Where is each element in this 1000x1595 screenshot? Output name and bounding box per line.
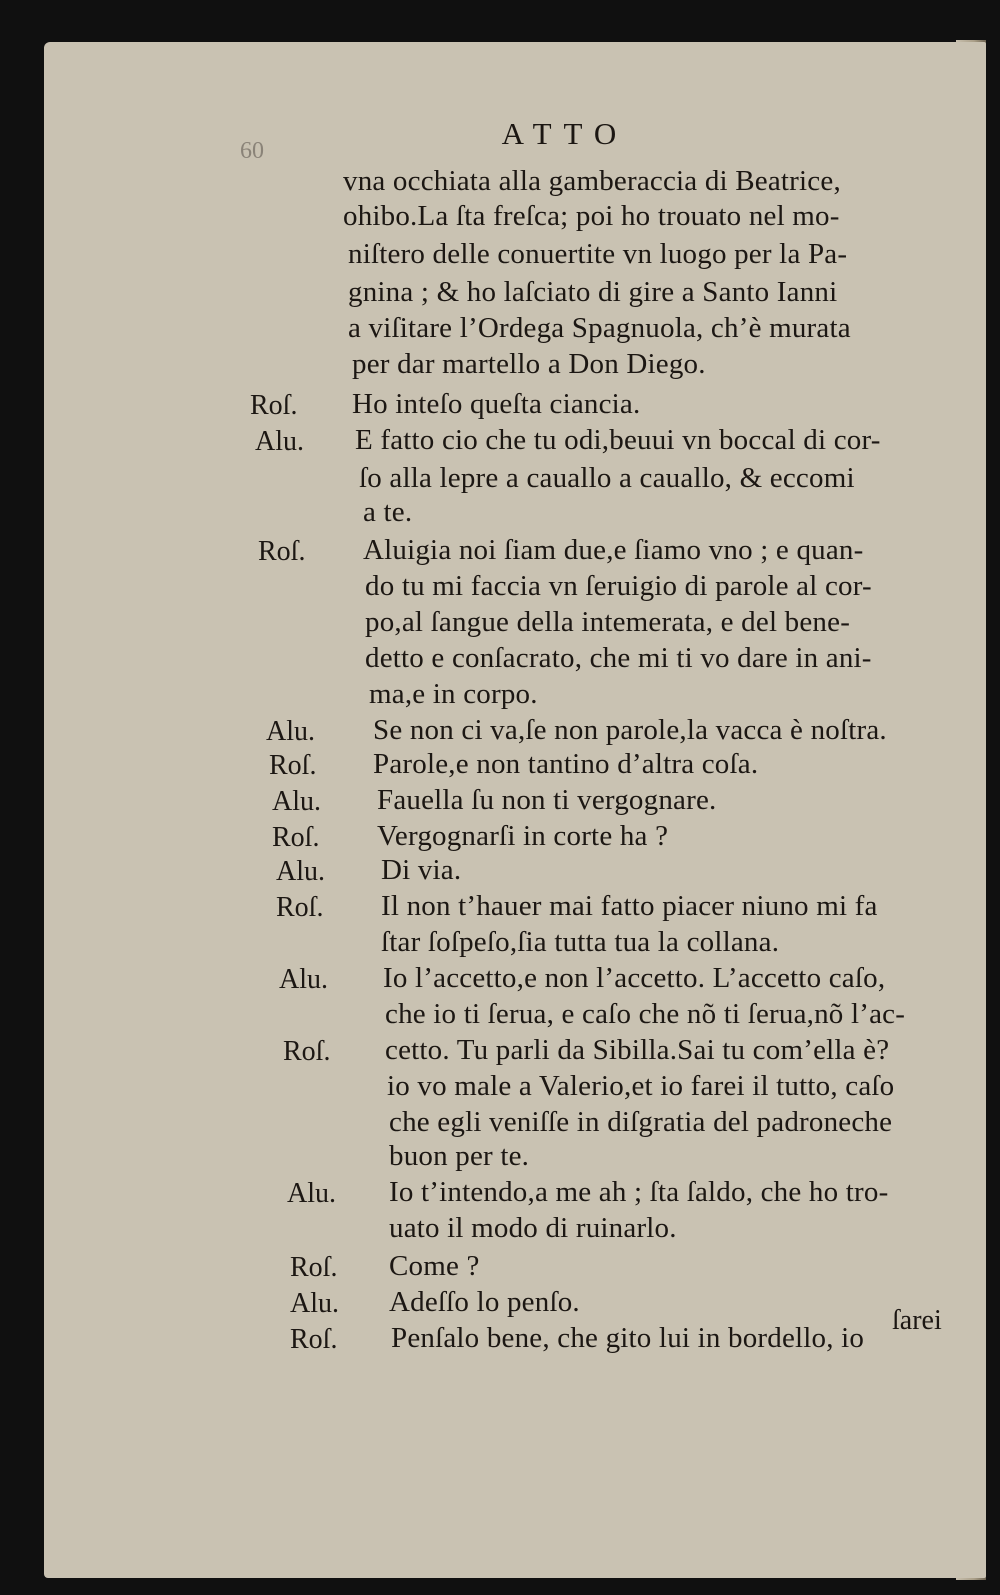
speaker-label: Roſ. — [283, 1036, 331, 1067]
text-line: cetto. Tu parli da Sibilla.Sai tu com’ella è? — [385, 1034, 890, 1066]
text-line: vna occhiata alla gamberaccia di Beatrice, — [343, 165, 841, 197]
text-line: Penſalo bene, che gito lui in bordello, io — [391, 1322, 865, 1354]
speaker-label: Roſ. — [290, 1324, 338, 1355]
text-line: Come ? — [389, 1250, 480, 1282]
text-line: ohibo.La ſta freſca; poi ho trouato nel mo- — [343, 200, 840, 232]
catchword: ſarei — [892, 1305, 942, 1336]
text-line: E fatto cio che tu odi,beuui vn boccal di cor- — [355, 424, 881, 456]
text-line: Fauella ſu non ti vergognare. — [377, 784, 717, 816]
text-line: Se non ci va,ſe non parole,la vacca è noſtra. — [373, 714, 887, 746]
text-line: Ho inteſo queſta ciancia. — [352, 388, 641, 420]
text-line: po,al ſangue della intemerata, e del bene- — [365, 606, 851, 638]
text-line: detto e conſacrato, che mi ti vo dare in ani- — [365, 642, 872, 674]
text-line: Vergognarſi in corte ha ? — [377, 820, 669, 852]
text-line: ſtar ſoſpeſo,ſia tutta tua la collana. — [381, 926, 780, 958]
text-line: gnina ; & ho laſciato di gire a Santo Ianni — [348, 276, 838, 308]
text-line: che egli veniſſe in diſgratia del padroneche — [389, 1106, 893, 1138]
text-line: che io ti ſerua, e caſo che nõ ti ſerua,nõ l’ac- — [385, 998, 906, 1030]
text-line: ma,e in corpo. — [369, 678, 538, 710]
speaker-label: Roſ. — [272, 822, 320, 853]
speaker-label: Roſ. — [250, 390, 298, 421]
speaker-label: Roſ. — [258, 536, 306, 567]
text-line: ſo alla lepre a cauallo a cauallo, & eccomi — [359, 462, 855, 494]
text-line: Io l’accetto,e non l’accetto. L’accetto caſo, — [383, 962, 886, 994]
folio-number: 60 — [240, 138, 264, 164]
text-line: do tu mi faccia vn ſeruigio di parole al cor- — [365, 570, 872, 602]
text-line: per dar martello a Don Diego. — [352, 348, 706, 380]
text-line: a viſitare l’Ordega Spagnuola, ch’è murata — [348, 312, 851, 344]
text-line: Di via. — [381, 854, 462, 886]
speaker-label: Alu. — [266, 716, 315, 747]
text-line: Parole,e non tantino d’altra coſa. — [373, 748, 759, 780]
text-line: Io t’intendo,a me ah ; ſta ſaldo, che ho tro- — [389, 1176, 889, 1208]
speaker-label: Roſ. — [269, 750, 317, 781]
text-line: niſtero delle conuertite vn luogo per la Pa- — [348, 238, 848, 270]
speaker-label: Alu. — [290, 1288, 339, 1319]
text-line: buon per te. — [389, 1140, 530, 1172]
text-line: Adeſſo lo penſo. — [389, 1286, 580, 1318]
text-line: Il non t’hauer mai fatto piacer niuno mi fa — [381, 890, 878, 922]
text-line: io vo male a Valerio,et io farei il tutto, caſo — [387, 1070, 895, 1102]
speaker-label: Alu. — [279, 964, 328, 995]
text-line: uato il modo di ruinarlo. — [389, 1212, 677, 1244]
text-line: Aluigia noi ſiam due,e ſiamo vno ; e quan- — [363, 534, 864, 566]
speaker-label: Roſ. — [276, 892, 324, 923]
speaker-label: Alu. — [287, 1178, 336, 1209]
speaker-label: Alu. — [255, 426, 304, 457]
speaker-label: Alu. — [276, 856, 325, 887]
speaker-label: Roſ. — [290, 1252, 338, 1283]
running-title: ATTO — [501, 116, 629, 151]
text-line: a te. — [363, 496, 413, 528]
speaker-label: Alu. — [272, 786, 321, 817]
